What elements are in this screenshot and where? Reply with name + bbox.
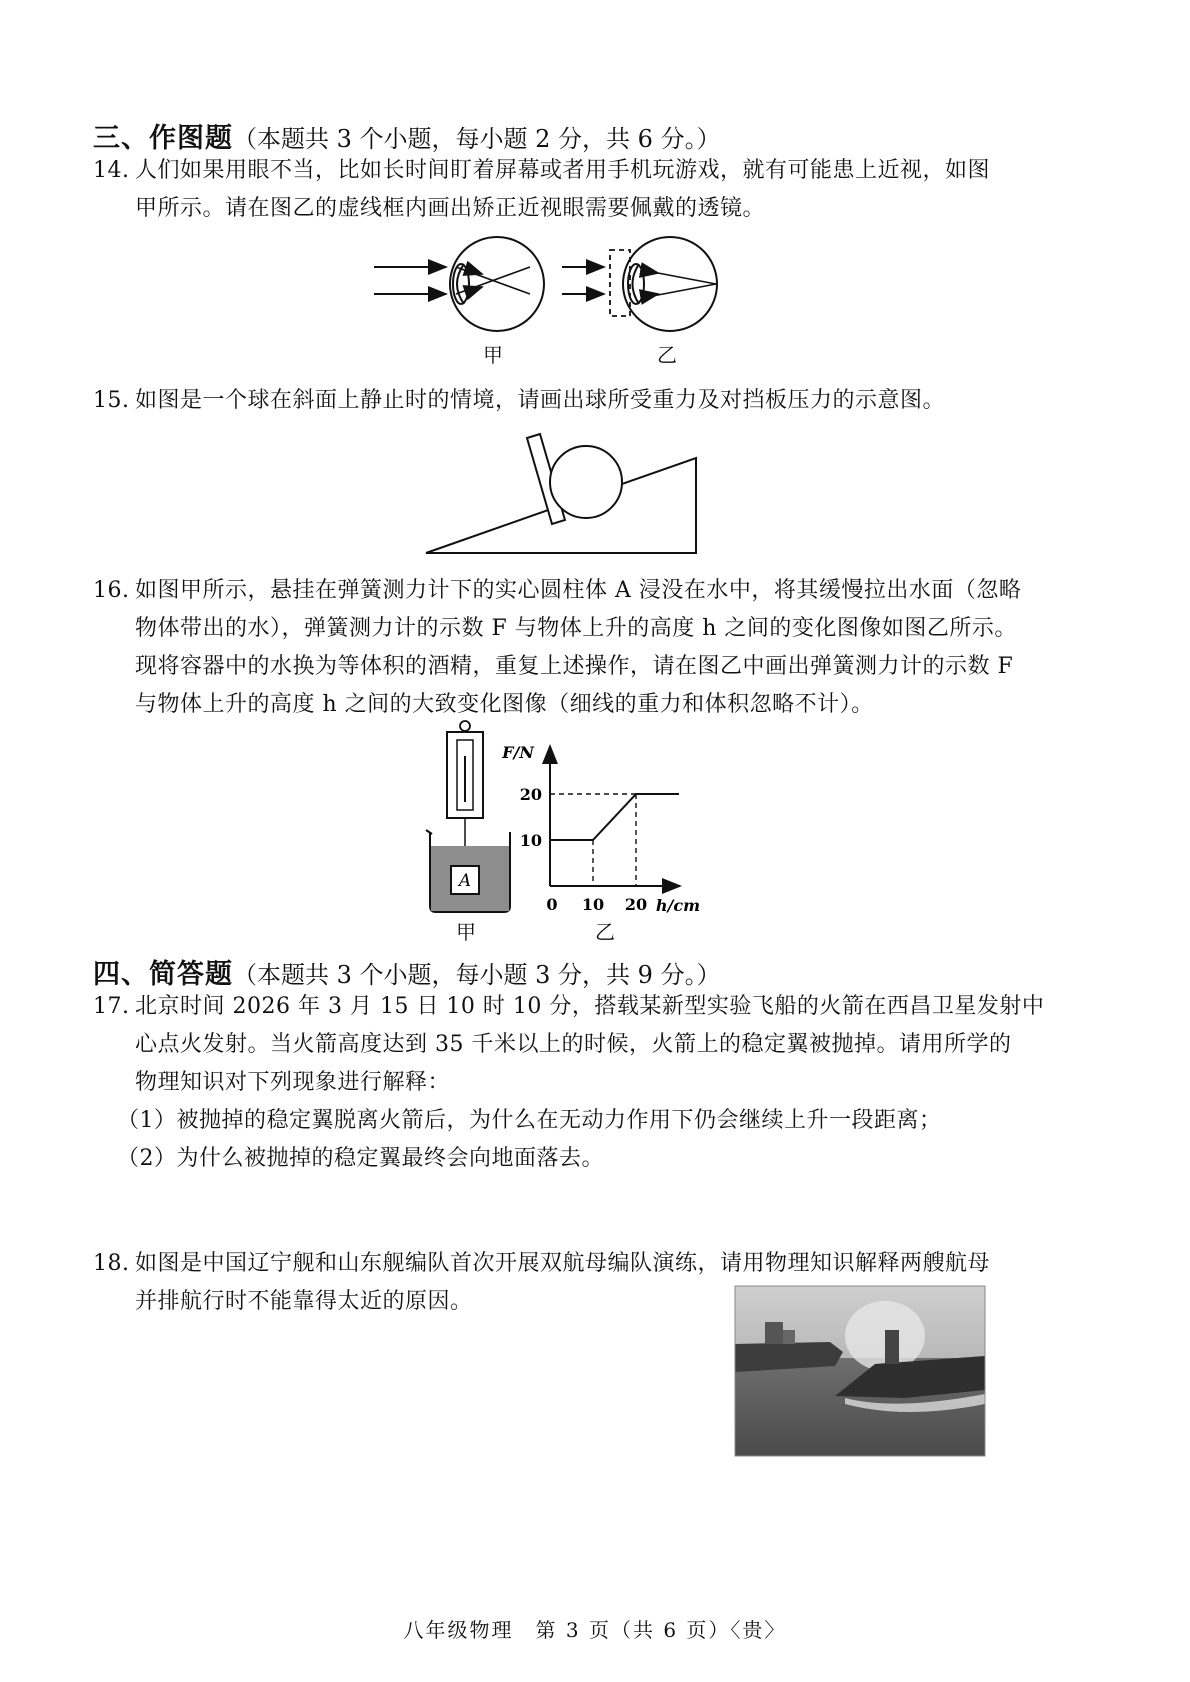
figure-yi-label-q14: 乙 [657,343,677,367]
question-16-line-1: 如图甲所示，悬挂在弹簧测力计下的实心圆柱体 A 浸没在水中，将其缓慢拉出水面（忽略 [135,578,1022,603]
x-tick-label-10: 10 [581,895,605,914]
question-16-line-4: 与物体上升的高度 h 之间的大致变化图像（细线的重力和体积忽略不计）。 [135,692,874,717]
question-15-number: 15. [93,388,130,413]
section-4-heading [93,952,721,991]
ball [550,446,622,518]
question-17 [93,988,1103,1178]
question-17-sub-2: （2）为什么被抛掉的稳定翼最终会向地面落去。 [117,1146,604,1171]
x-tick-label-20: 20 [624,895,648,914]
cylinder-A-label: A [458,871,472,891]
figure-jia-label-q14: 甲 [483,343,503,367]
question-16 [93,572,1103,724]
question-15-line-1: 如图是一个球在斜面上静止时的情境，请画出球所受重力及对挡板压力的示意图。 [135,388,946,413]
question-18-line-1: 如图是中国辽宁舰和山东舰编队首次开展双航母编队演练，请用物理知识解释两艘航母 [135,1251,991,1276]
section-3-note: （本题共 3 个小题，每小题 2 分，共 6 分。） [233,125,721,153]
myopic-eye-figure [374,237,544,331]
section-3-title: 三、作图题 [93,123,233,154]
question-16-line-2: 物体带出的水），弹簧测力计的示数 F 与物体上升的高度 h 之间的变化图像如图乙所示。 [135,616,1017,641]
x-axis-label: h/cm [655,896,701,915]
question-16-line-3: 现将容器中的水换为等体积的酒精，重复上述操作，请在图乙中画出弹簧测力计的示数 F [135,654,1014,679]
question-14-number: 14. [93,158,130,183]
incline-diagram [420,430,710,560]
y-tick-label-10: 10 [519,831,542,850]
question-18-number: 18. [93,1251,130,1276]
question-17-line-2: 心点火发射。当火箭高度达到 35 千米以上的时候，火箭上的稳定翼被抛掉。请用所学的 [135,1032,1012,1057]
section-3-heading [93,116,721,155]
figure-jia-label-q16: 甲 [456,920,476,944]
question-17-line-1: 北京时间 2026 年 3 月 15 日 10 时 10 分，搭载某新型实验飞船的火箭在西昌卫星发射中 [135,994,1045,1019]
question-14 [93,152,1103,228]
page-footer: 八年级物理 第 3 页（共 6 页）〈贵〉 [403,1618,787,1642]
y-axis-label: F/N [502,743,534,762]
question-14-line-1: 人们如果用眼不当，比如长时间盯着屏幕或者用手机玩游戏，就有可能患上近视，如图 [135,158,991,183]
question-17-sub-1: （1）被抛掉的稳定翼脱离火箭后，为什么在无动力作用下仍会继续上升一段距离； [117,1108,942,1133]
question-17-line-3: 物理知识对下列现象进行解释： [135,1070,451,1095]
section-4-title: 四、简答题 [93,959,233,990]
section-4-note: （本题共 3 个小题，每小题 3 分，共 9 分。） [233,961,721,989]
aircraft-carrier-photo [735,1286,985,1456]
question-17-number: 17. [93,994,130,1019]
figure-yi-label-q16: 乙 [595,920,615,944]
eye-diagram [360,236,740,366]
question-18-line-2: 并排航行时不能靠得太近的原因。 [135,1289,473,1314]
lens-dashed-box [610,250,630,316]
question-16-number: 16. [93,578,130,603]
question-14-line-2: 甲所示。请在图乙的虚线框内画出矫正近视眼需要佩戴的透镜。 [135,196,766,221]
series-line [550,794,679,840]
force-height-graph [502,730,716,915]
origin-label: 0 [546,895,558,914]
question-15 [93,382,1103,420]
y-tick-label-20: 20 [519,785,542,804]
corrected-eye-figure [562,237,717,331]
